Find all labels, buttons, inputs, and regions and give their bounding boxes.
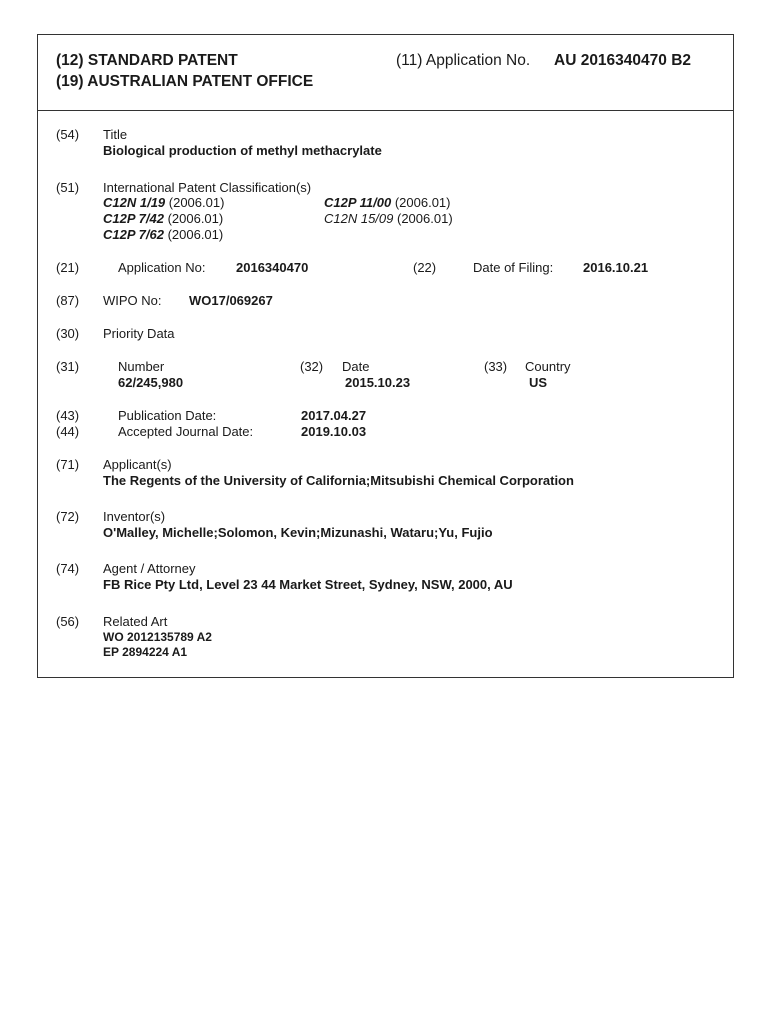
related-art-item: WO 2012135789 A2 (103, 630, 212, 644)
application-code: (21) (56, 260, 80, 275)
related-art-item: EP 2894224 A1 (103, 645, 188, 659)
priority-number-code: (31) (56, 359, 80, 374)
application-number-value: AU 2016340470 B2 (554, 52, 692, 69)
related-art-label: Related Art (103, 614, 168, 629)
priority-date-value: 2015.10.23 (345, 375, 411, 390)
patent-header (38, 35, 733, 111)
agent-value: FB Rice Pty Ltd, Level 23 44 Market Street, Sydney, NSW, 2000, AU (103, 577, 513, 592)
ipc-entry: C12P 7/62 (2006.01) (103, 227, 224, 242)
filing-label: Date of Filing: (473, 260, 554, 275)
priority-date-label: Date (342, 359, 370, 374)
ipc-code: (51) (56, 180, 80, 195)
wipo-value: WO17/069267 (189, 293, 273, 308)
application-label: Application No: (118, 260, 206, 275)
inventors-code: (72) (56, 509, 80, 524)
ipc-entry: C12P 11/00 (2006.01) (324, 195, 451, 210)
priority-country-label: Country (525, 359, 571, 374)
ipc-entry: C12N 1/19 (2006.01) (103, 195, 225, 210)
agent-code: (74) (56, 561, 80, 576)
priority-country-value: US (529, 375, 548, 390)
application-value: 2016340470 (236, 260, 309, 275)
accepted-value: 2019.10.03 (301, 424, 367, 439)
accepted-label: Accepted Journal Date: (118, 424, 254, 439)
publication-value: 2017.04.27 (301, 408, 367, 423)
inventors-label: Inventor(s) (103, 509, 166, 524)
ipc-label: International Patent Classification(s) (103, 180, 312, 195)
ipc-entry: C12P 7/42 (2006.01) (103, 211, 224, 226)
publication-label: Publication Date: (118, 408, 217, 423)
filing-code: (22) (413, 260, 437, 275)
priority-number-label: Number (118, 359, 165, 374)
office-label: (19) AUSTRALIAN PATENT OFFICE (56, 73, 314, 90)
applicants-value: The Regents of the University of California;Mitsubishi Chemical Corporation (103, 473, 574, 488)
priority-date-code: (32) (300, 359, 324, 374)
accepted-code: (44) (56, 424, 80, 439)
publication-code: (43) (56, 408, 80, 423)
title-value: Biological production of methyl methacrylate (103, 143, 382, 158)
wipo-code: (87) (56, 293, 80, 308)
priority-country-code: (33) (484, 359, 508, 374)
priority-label: Priority Data (103, 326, 175, 341)
filing-value: 2016.10.21 (583, 260, 649, 275)
inventors-value: O'Malley, Michelle;Solomon, Kevin;Mizunashi, Wataru;Yu, Fujio (103, 525, 493, 540)
applicants-label: Applicant(s) (103, 457, 172, 472)
title-label: Title (103, 127, 128, 142)
priority-code: (30) (56, 326, 80, 341)
priority-number-value: 62/245,980 (118, 375, 184, 390)
ipc-entry: C12N 15/09 (2006.01) (324, 211, 453, 226)
related-art-code: (56) (56, 614, 80, 629)
application-number-label: (11) Application No. (396, 52, 531, 69)
wipo-label: WIPO No: (103, 293, 162, 308)
agent-label: Agent / Attorney (103, 561, 196, 576)
title-code: (54) (56, 127, 80, 142)
kind-code-label: (12) STANDARD PATENT (56, 52, 238, 69)
applicants-code: (71) (56, 457, 80, 472)
